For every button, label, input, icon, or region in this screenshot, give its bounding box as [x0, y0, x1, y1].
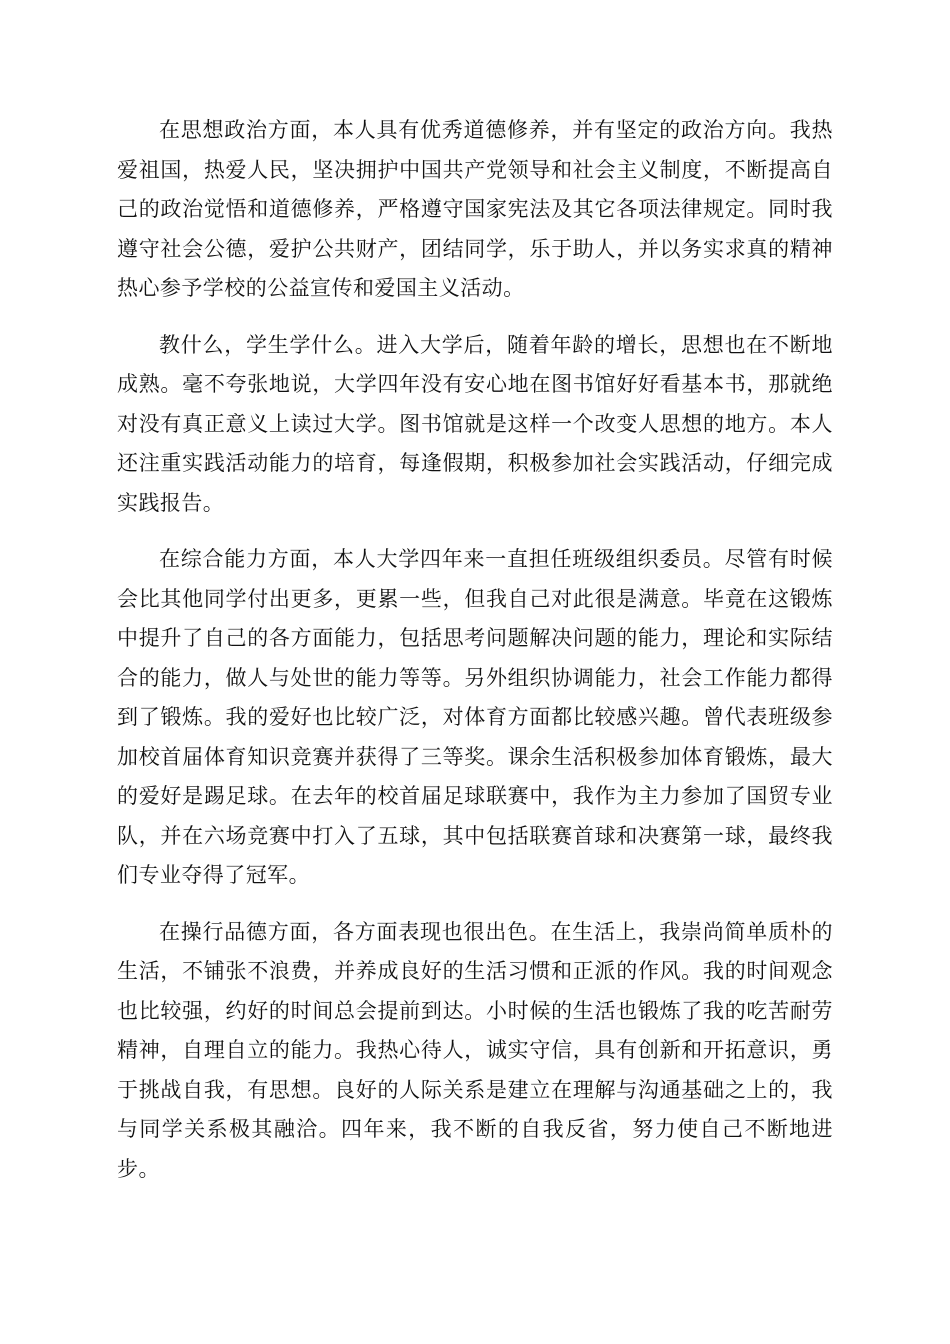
paragraph-abilities: 在综合能力方面，本人大学四年来一直担任班级组织委员。尽管有时候会比其他同学付出更多，更累一些，但我自己对此很是满意。毕竟在这锻炼中提升了自己的各方面能力，包括思考问题解决问题的能力，理论和实际结合的能力，做人与处世的能力等等。另外组织协调能力，社会工作能力都得到了锻炼。我的爱好也比较广泛，对体育方面都比较感兴趣。曾代表班级参加校首届体育知识竞赛并获得了三等奖。课余生活积极参加体育锻炼，最大的爱好是踢足球。在去年的校首届足球联赛中，我作为主力参加了国贸专业队，并在六场竞赛中打入了五球，其中包括联赛首球和决赛第一球，最终我们专业夺得了冠军。 [117, 547, 833, 887]
paragraph-learning: 教什么，学生学什么。进入大学后，随着年龄的增长，思想也在不断地成熟。毫不夸张地说，大学四年没有安心地在图书馆好好看基本书，那就绝对没有真正意义上读过大学。图书馆就是这样一个改变人思想的地方。本人还注重实践活动能力的培育，每逢假期，积极参加社会实践活动，仔细完成实践报告。 [117, 332, 833, 515]
paragraph-political: 在思想政治方面，本人具有优秀道德修养，并有坚定的政治方向。我热爱祖国，热爱人民，坚决拥护中国共产党领导和社会主义制度，不断提高自己的政治觉悟和道德修养，严格遵守国家宪法及其它各项法律规定。同时我遵守社会公德，爱护公共财产，团结同学，乐于助人，并以务实求真的精神热心参予学校的公益宣传和爱国主义活动。 [117, 118, 833, 300]
document-body [117, 111, 833, 1206]
paragraph-character: 在操行品德方面，各方面表现也很出色。在生活上，我崇尚简单质朴的生活，不铺张不浪费，并养成良好的生活习惯和正派的作风。我的时间观念也比较强，约好的时间总会提前到达。小时候的生活也锻炼了我的吃苦耐劳精神，自理自立的能力。我热心待人，诚实守信，具有创新和开拓意识，勇于挑战自我，有思想。良好的人际关系是建立在理解与沟通基础之上的，我与同学关系极其融洽。四年来，我不断的自我反省，努力使自己不断地进步。 [117, 919, 833, 1181]
